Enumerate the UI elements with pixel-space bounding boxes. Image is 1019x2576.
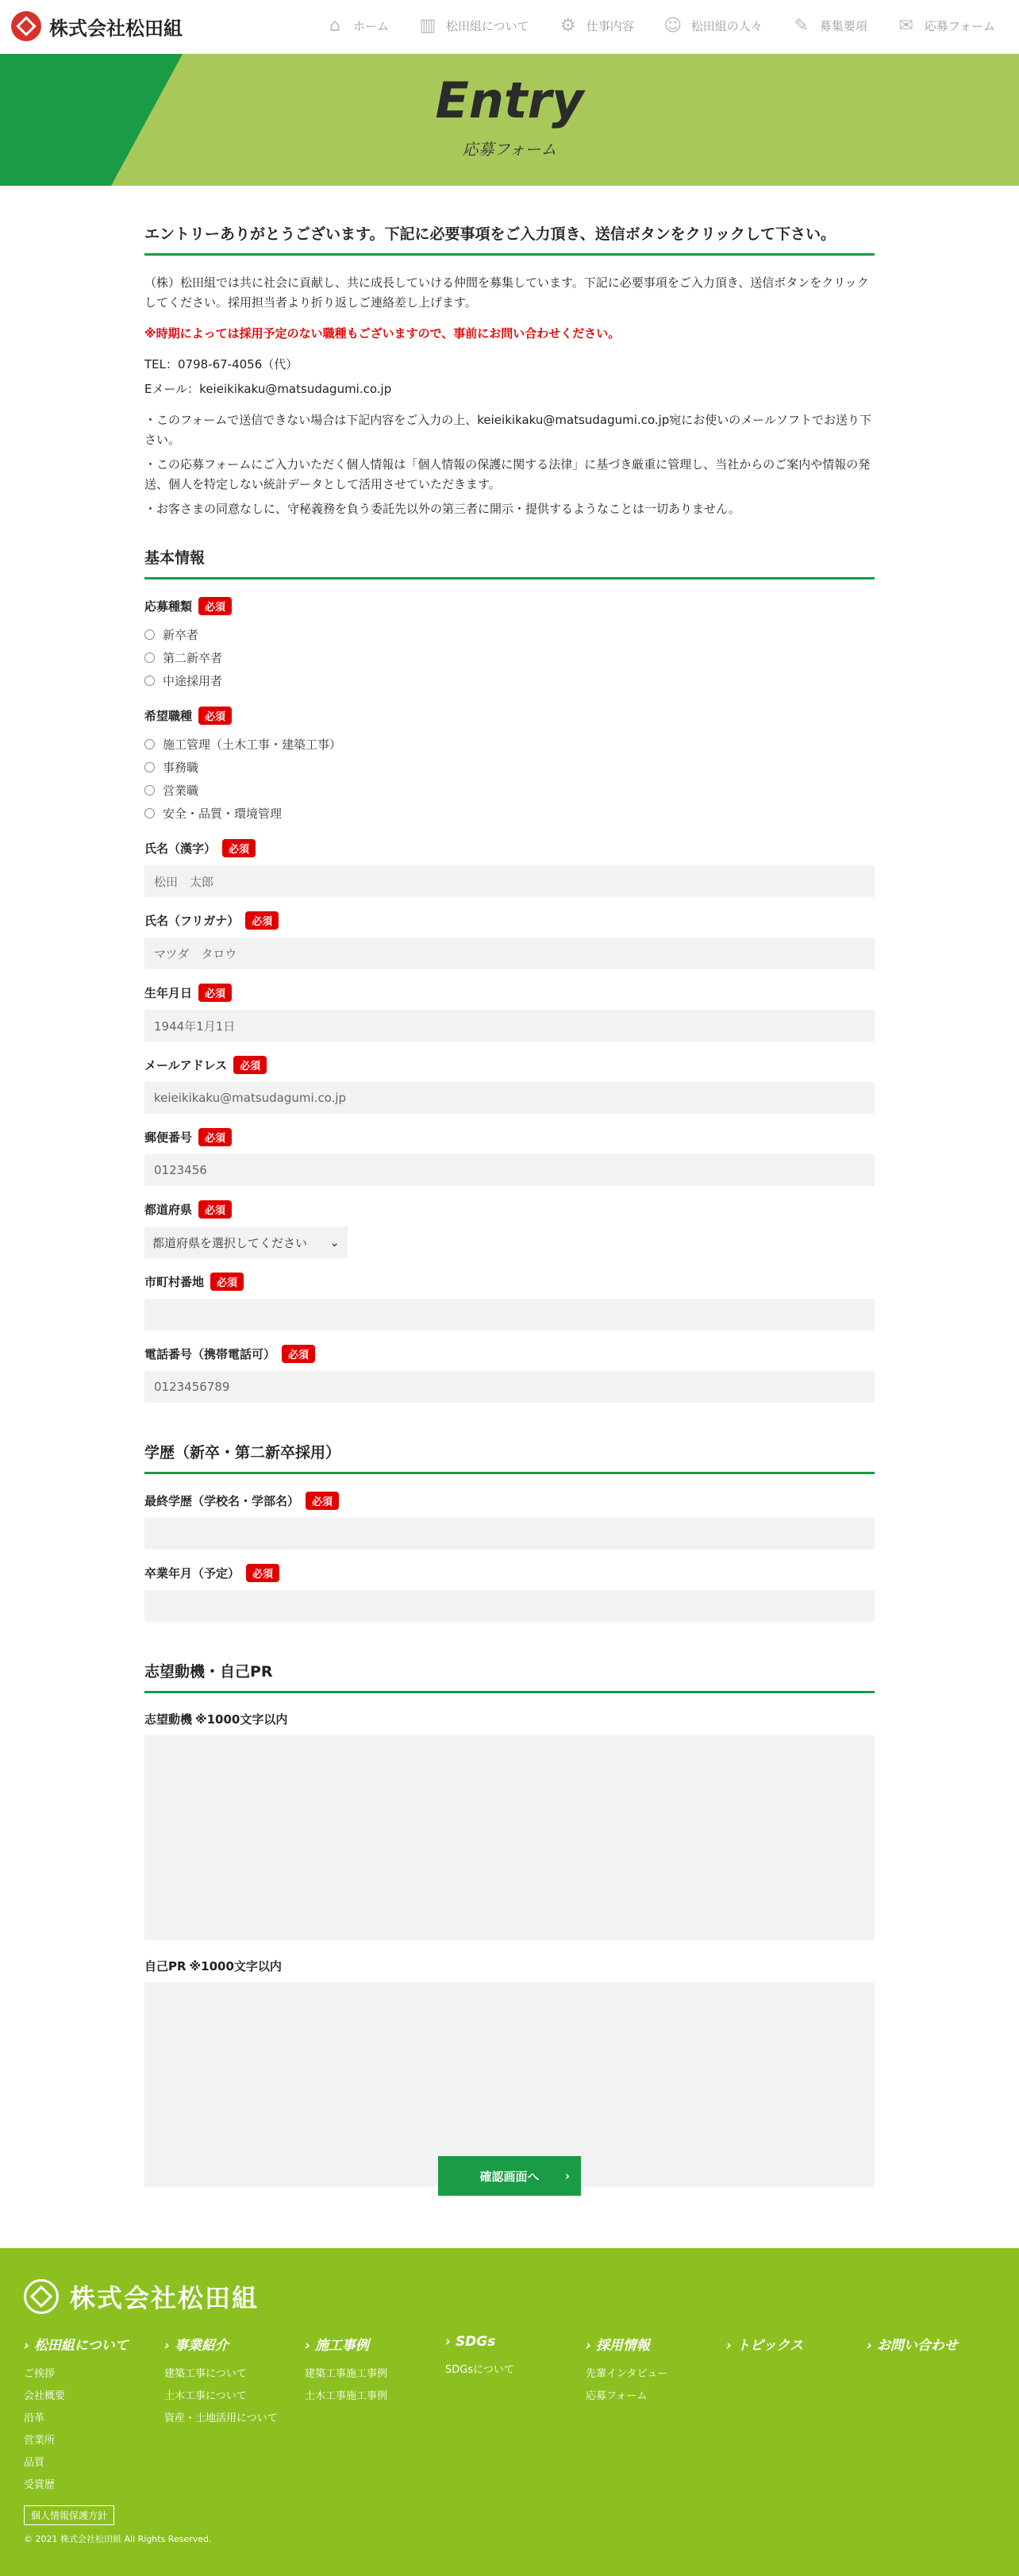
logo-mark-icon [11,11,41,41]
footer-link[interactable]: 受賞歴 [24,2479,56,2491]
field-label: 応募種類 [144,599,193,614]
radio-circle[interactable] [144,808,155,818]
radio-circle[interactable] [144,630,155,640]
radio-circle[interactable] [144,739,155,749]
radio-option[interactable] [144,779,875,802]
required-badge: 必須 [198,1128,232,1146]
motive-textarea[interactable] [144,1735,875,1940]
footer-link[interactable]: 土木工事について [164,2390,247,2402]
nav-entry[interactable] [894,14,995,37]
document-icon: ✎ [794,15,809,36]
footer-column [867,2334,1007,2497]
footer-column [24,2334,164,2497]
building-icon: ▥ [419,15,436,36]
contact-email: Eメール：keieikikaku@matsudagumi.co.jp [144,382,392,396]
footer-link[interactable]: SDGsについて [445,2364,514,2376]
required-badge: 必須 [246,1564,279,1582]
field-birth [144,984,875,1042]
excavator-icon: ⚙ [559,15,576,36]
radio-label: 施工管理（土木工事・建築工事） [163,737,342,752]
radio-option[interactable] [144,756,875,779]
required-badge: 必須 [233,1056,267,1074]
email-input[interactable]: keieikikaku@matsudagumi.co.jp [144,1082,875,1114]
field-prefecture [144,1200,875,1258]
kana-input[interactable]: マツダ タロウ [144,938,875,969]
nav-label: 松田組について [445,18,529,33]
field-city [144,1273,875,1330]
company-name: 株式会社松田組 [49,17,183,40]
section-pr-heading: 志望動機・自己PR [144,1660,875,1693]
footer-column-title[interactable]: › 事業紹介 [164,2338,229,2354]
nav-recruit[interactable] [790,14,867,37]
footer-link[interactable]: 先輩インタビュー [586,2368,668,2380]
nav-label: 仕事内容 [586,18,634,33]
footer-column [164,2334,305,2497]
nav-label: 応募フォーム [924,18,995,33]
graduation-input[interactable] [144,1590,875,1622]
field-label: 卒業年月（予定） [144,1566,240,1581]
mail-icon: ✉ [898,15,913,36]
people-icon: ☺ [663,15,683,36]
footer-title-text: 施工事例 [314,2338,369,2354]
nav-about[interactable] [416,14,529,37]
radio-option[interactable] [144,802,875,825]
page-hero [0,54,1019,186]
footer-column-title[interactable]: › 松田組について [24,2338,129,2354]
footer-link[interactable]: 品質 [24,2457,45,2469]
footer-title-text: 採用情報 [595,2338,650,2354]
section-basic-heading: 基本情報 [144,546,875,580]
footer-column-title[interactable]: › 施工事例 [305,2338,369,2354]
field-label: 都道府県 [144,1203,193,1217]
footer-link[interactable]: 建築工事について [164,2368,247,2380]
nav-label: ホーム [352,18,389,33]
footer-link[interactable]: 応募フォーム [586,2390,648,2402]
field-note: ※1000文字以内 [189,1959,282,1973]
name-input[interactable]: 松田 太郎 [144,865,875,897]
field-kana [144,911,875,969]
radio-option[interactable] [144,646,875,669]
note-1: ・このフォームで送信できない場合は下記内容をご入力の上、keieikikaku@matsudagumi.co.jp宛にお使いのメールソフトでお送り下さい。 [144,413,872,447]
prefecture-select[interactable] [144,1226,348,1258]
section-education-heading: 学歴（新卒・第二新卒採用） [144,1441,875,1474]
nav-work[interactable] [556,14,634,37]
radio-label: 中途採用者 [163,674,223,688]
footer-column-title[interactable]: › お問い合わせ [867,2338,958,2354]
contact-tel: TEL：0798-67-4056（代） [144,357,298,372]
radio-label: 第二新卒者 [163,651,223,665]
footer-title-text: 事業紹介 [174,2338,229,2354]
select-value: 都道府県を選択してください [152,1235,308,1250]
required-badge: 必須 [198,707,232,725]
field-label: 郵便番号 [144,1130,193,1145]
required-badge: 必須 [198,597,232,615]
required-badge: 必須 [222,839,256,857]
footer-link[interactable]: 資産・土地活用について [164,2412,278,2424]
radio-option[interactable] [144,623,875,646]
home-icon: ⌂ [329,15,340,36]
intro-lead: エントリーありがとうございます。下記に必要事項をご入力頂き、送信ボタンをクリックして下さい。 [144,222,875,256]
global-nav [323,14,995,37]
entry-form [144,222,875,2201]
radio-option[interactable] [144,733,875,756]
footer-company-name: 株式会社松田組 [70,2283,260,2313]
radio-label: 新卒者 [163,628,199,642]
radio-circle[interactable] [144,653,155,663]
required-badge: 必須 [245,911,279,930]
footer-logo[interactable] [24,2278,259,2315]
footer-column [445,2334,586,2497]
note-2: ・この応募フォームにご入力いただく個人情報は「個人情報の保護に関する法律」に基づき厳重に管理し、当社からのご案内や情報の発送、個人を特定しない統計データとして活用させていただきます。 [144,457,871,491]
required-badge: 必須 [210,1273,244,1291]
field-label: 志望動機 [144,1712,193,1727]
footer-title-text: トピックス [736,2338,804,2354]
birthdate-input[interactable]: 1944年1月1日 [144,1010,875,1042]
field-label: 氏名（フリガナ） [144,914,240,928]
footer-nav [24,2334,1007,2497]
field-motive [144,1711,875,1940]
field-label: 電話番号（携帯電話可） [144,1347,276,1361]
logo-mark-icon [24,2279,59,2314]
privacy-policy-link[interactable]: 個人情報保護方針 [24,2505,114,2525]
footer-link[interactable]: ご挨拶 [24,2368,56,2380]
field-phone [144,1345,875,1403]
copyright: © 2021 株式会社松田組 All Rights Reserved. [24,2534,212,2544]
site-header [0,0,1019,54]
field-label: 自己PR [144,1959,186,1973]
footer-link[interactable]: 営業所 [24,2435,56,2447]
radio-label: 事務職 [163,760,199,775]
site-logo[interactable] [11,11,183,41]
field-label: 最終学歴（学校名・学部名） [144,1494,300,1508]
field-apply-type [144,597,875,692]
field-label: 氏名（漢字） [144,841,217,856]
required-badge: 必須 [282,1345,315,1363]
field-graduation [144,1564,875,1622]
city-input[interactable] [144,1299,875,1330]
confirm-button-label: 確認画面へ [479,2169,540,2184]
chevron-right-icon: › [564,2169,570,2183]
field-zip [144,1128,875,1186]
footer-column [305,2334,445,2497]
field-label: 生年月日 [144,986,193,1000]
radio-label: 営業職 [163,784,199,798]
zip-input[interactable]: 0123456 [144,1154,875,1186]
radio-circle[interactable] [144,785,155,795]
page-title: Entry [435,71,584,129]
required-badge: 必須 [306,1492,339,1510]
note-3: ・お客さまの同意なしに、守秘義務を負う委託先以外の第三者に開示・提供するようなことは一切ありません。 [144,502,740,516]
footer-title-text: 松田組について [33,2338,129,2354]
intro-warning: ※時期によっては採用予定のない職種もございますので、事前にお問い合わせください。 [144,326,621,341]
footer-title-text: SDGs [455,2334,496,2350]
intro-text: （株）松田組では共に社会に貢献し、共に成長していける仲間を募集しています。下記に必要事項をご入力頂き、送信ボタンをクリックしてください。採用担当者より折り返しご連絡差し上げます。 [144,275,869,310]
radio-option[interactable] [144,669,875,692]
nav-label: 募集要項 [819,18,867,33]
field-label: 希望職種 [144,709,193,723]
required-badge: 必須 [198,984,232,1002]
required-badge: 必須 [198,1200,232,1219]
school-input[interactable] [144,1518,875,1550]
footer-link[interactable]: 建築工事施工事例 [305,2368,388,2380]
field-self-pr [144,1958,875,2187]
radio-circle[interactable] [144,676,155,686]
nav-label: 松田組の人々 [690,18,763,33]
field-label: メールアドレス [144,1058,228,1072]
footer-link[interactable]: 沿革 [24,2412,45,2424]
footer-column-title[interactable]: › トピックス [726,2338,804,2354]
field-job-type [144,707,875,825]
radio-label: 安全・品質・環境管理 [163,807,283,821]
radio-circle[interactable] [144,762,155,772]
footer-title-text: お問い合わせ [876,2338,958,2354]
field-email [144,1056,875,1114]
field-note: ※1000文字以内 [195,1712,288,1727]
footer-column [726,2334,867,2497]
phone-input[interactable]: 0123456789 [144,1371,875,1403]
nav-people[interactable] [661,14,763,37]
field-school [144,1492,875,1550]
footer-link[interactable]: 土木工事施工事例 [305,2390,388,2402]
footer-column [586,2334,726,2497]
field-name [144,839,875,897]
footer-link[interactable]: 会社概要 [24,2390,66,2402]
confirm-button[interactable] [438,2156,581,2196]
site-footer [0,2248,1019,2576]
footer-column-title[interactable]: › SDGs [445,2334,496,2350]
chevron-down-icon: ⌄ [329,1235,340,1249]
footer-column-title[interactable]: › 採用情報 [586,2338,650,2354]
field-label: 市町村番地 [144,1275,205,1289]
nav-home[interactable] [323,14,389,37]
page-subtitle: 応募フォーム [462,140,557,159]
